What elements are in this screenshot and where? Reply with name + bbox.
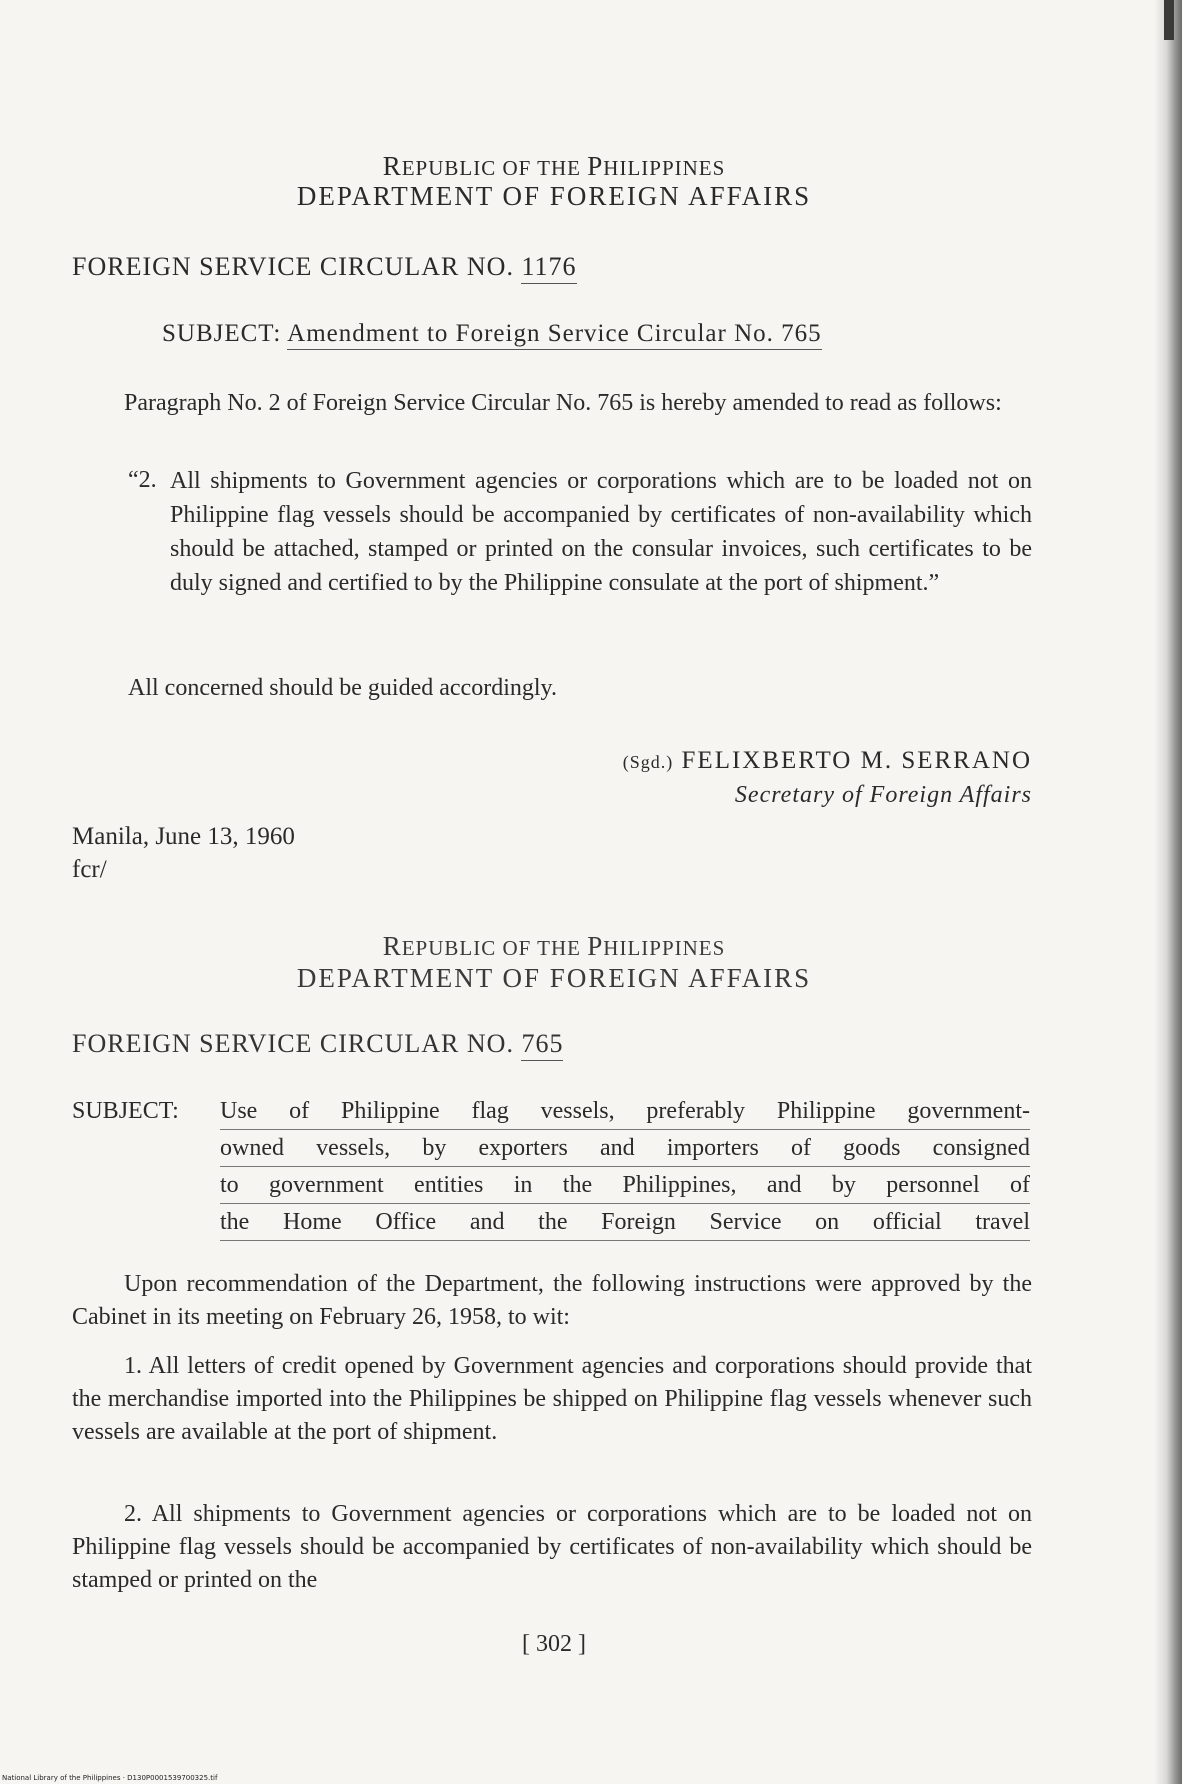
signature-block [562, 744, 1032, 812]
circular-number: 1176 [521, 252, 576, 284]
signatory-line [562, 744, 1032, 779]
closing-line: All concerned should be guided accordingly. [128, 675, 557, 701]
philippines-word: HILIPPINES [603, 156, 726, 180]
scan-credit: National Library of the Philippines · D130P0001539700325.tif [2, 1774, 218, 1782]
subject-label: SUBJECT: [72, 1098, 179, 1124]
item-2-paragraph: 2. All shipments to Government agencies or corporations which are to be loaded not on Philippine flag vessels should be accompanied by certificates of non-availability which should be stamped or printed on the [72, 1501, 1032, 1593]
subject-line: owned vessels, by exporters and importers of goods consigned [220, 1130, 1030, 1167]
philippines-word: HILIPPINES [603, 936, 726, 960]
republic-initial-r: R [382, 931, 402, 961]
quoted-number: “2. [128, 467, 157, 493]
circular-title-1 [72, 250, 577, 283]
signatory-title: Secretary of Foreign Affairs [734, 782, 1032, 808]
quoted-text: All shipments to Government agencies or corporations which are to be loaded not on Philippine flag vessels should be accompanied by certificates of non-availability which should be attached, stamped or printed on the consular invoices, such certificates to be duly signed and certified to by the Philippine consulate at the port of shipment.” [170, 468, 1032, 596]
republic-word: EPUBLIC OF THE [401, 936, 588, 960]
circular-title-2 [72, 1027, 563, 1060]
subject-line: to government entities in the Philippines, and by personnel of [220, 1167, 1030, 1204]
edge-mark [1164, 0, 1174, 40]
intro-paragraph-1: Paragraph No. 2 of Foreign Service Circular No. 765 is hereby amended to read as follows: [124, 390, 1002, 416]
page-number: [ 302 ] [522, 1631, 586, 1657]
signatory-name: FELIXBERTO M. SERRANO [681, 747, 1032, 774]
subject-lines [220, 1093, 1030, 1241]
republic-word: EPUBLIC OF THE [401, 156, 588, 180]
subject-line-1 [162, 317, 822, 350]
philippines-initial-p: P [587, 151, 604, 181]
page-edge-shadow [1154, 0, 1182, 1784]
republic-heading-2 [72, 930, 1036, 965]
intro-paragraph-2: Upon recommendation of the Department, the following instructions were approved by the Cabinet in its meeting on February 26, 1958, to wit: [72, 1271, 1032, 1330]
republic-initial-r: R [382, 151, 402, 181]
circular-number: 765 [521, 1029, 563, 1061]
signed-label: (Sgd.) [622, 752, 674, 772]
department-heading-1: DEPARTMENT OF FOREIGN AFFAIRS [296, 181, 812, 211]
document-page [72, 0, 1036, 1784]
item-1-paragraph: 1. All letters of credit opened by Government agencies and corporations should provide that the merchandise imported into the Philippines be shipped on Philippine flag vessels whenever such vessels are available at the port of shipment. [72, 1353, 1032, 1445]
philippines-initial-p: P [587, 931, 604, 961]
place-date-block [72, 820, 295, 886]
circular-label: FOREIGN SERVICE CIRCULAR NO. [72, 1029, 522, 1058]
subject-text: Amendment to Foreign Service Circular No. 765 [287, 320, 821, 350]
subject-line: the Home Office and the Foreign Service on official travel [220, 1204, 1030, 1241]
place-date: Manila, June 13, 1960 [72, 823, 295, 850]
circular-label: FOREIGN SERVICE CIRCULAR NO. [72, 252, 522, 281]
subject-block-2 [72, 1093, 1032, 1241]
initials: fcr/ [72, 856, 107, 883]
subject-label: SUBJECT: [162, 320, 288, 347]
subject-line: Use of Philippine flag vessels, preferably Philippine government- [220, 1093, 1030, 1130]
department-heading-2: DEPARTMENT OF FOREIGN AFFAIRS [296, 963, 812, 993]
quoted-paragraph [128, 464, 1032, 600]
